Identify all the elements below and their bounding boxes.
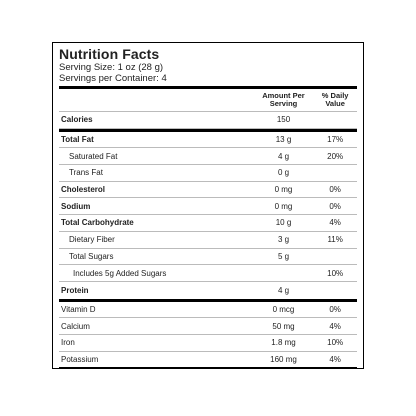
row-sodium [59,198,357,215]
nutrient-amount: 3 g [277,235,290,245]
nutrient-dv: 4% [329,218,341,228]
row-calcium [59,318,357,335]
row-potassium [59,352,357,369]
nutrient-amount: 0 mg [274,201,293,211]
nutrient-dv: 0% [329,201,341,211]
nutrient-dv: 0% [329,185,341,195]
nutrient-name: Total Carbohydrate [61,218,134,228]
nutrient-amount: 10 g [275,218,292,228]
serving-size: Serving Size: 1 oz (28 g) [59,62,164,73]
nutrient-dv: 20% [327,151,344,161]
header-amount-line1: Amount Per [262,90,305,100]
header-dv-line2: Value [325,99,345,108]
row-total-carbohydrate [59,215,357,232]
nutrient-name: Dietary Fiber [69,235,115,245]
row-trans-fat [59,165,357,182]
nutrient-name: Potassium [61,354,99,364]
nutrient-name: Protein [61,285,89,295]
nutrient-amount: 0 mcg [272,304,295,314]
nutrient-amount: 13 g [275,135,292,145]
row-iron [59,335,357,352]
row-vitamin-d [59,302,357,319]
nutrient-amount: 1.8 mg [271,338,296,348]
row-protein [59,282,357,299]
nutrient-amount: 4 g [277,151,290,161]
nutrient-amount: 4 g [277,285,290,295]
header-amount [254,92,314,109]
nutrient-name: Saturated Fat [69,151,118,161]
servings-per-container: Servings per Container: 4 [59,73,167,84]
nutrient-name: Total Fat [61,135,94,145]
nutrient-amount: 50 mg [272,321,295,331]
table-header [59,89,357,112]
nutrient-dv: 10% [327,338,344,348]
nutrient-name: Trans Fat [69,168,103,178]
nutrient-name: Sodium [61,201,91,211]
nutrient-dv: 11% [327,235,343,245]
row-dietary-fiber [59,232,357,249]
nutrient-dv: 17% [327,135,344,145]
header-amount-line2: Serving [269,99,298,108]
nutrient-name: Cholesterol [61,185,106,195]
label-title: Nutrition Facts [59,46,160,62]
nutrient-name: Calories [61,115,93,125]
nutrient-amount: 5 g [277,251,290,261]
nutrient-amount: 150 [276,115,291,125]
header-daily-value [313,92,357,109]
row-added-sugars [59,265,357,282]
nutrient-amount: 0 mg [274,185,293,195]
nutrient-name: Includes 5g Added Sugars [73,268,167,278]
header-dv-line1: % Daily [321,90,349,100]
nutrient-dv: 0% [329,304,341,314]
nutrient-amount: 160 mg [270,354,297,364]
nutrient-name: Vitamin D [61,304,96,314]
nutrient-dv: 4% [329,354,341,364]
nutrient-dv: 10% [327,268,344,278]
nutrient-name: Total Sugars [69,251,114,261]
row-saturated-fat [59,148,357,165]
nutrient-dv: 4% [329,321,341,331]
row-cholesterol [59,182,357,199]
row-calories [59,112,357,129]
nutrient-amount: 0 g [277,168,290,178]
row-total-fat [59,132,357,149]
nutrient-name: Iron [61,338,75,348]
nutrient-name: Calcium [61,321,90,331]
row-total-sugars [59,249,357,266]
nutrition-facts-label [52,42,364,369]
